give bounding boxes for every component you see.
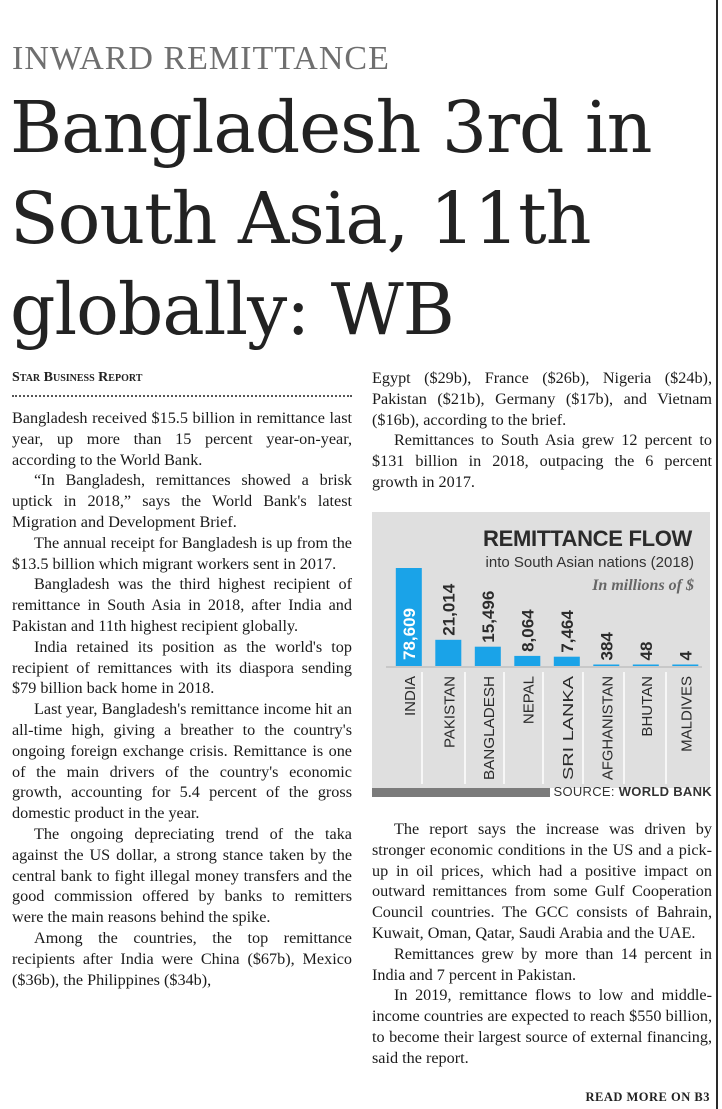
headline: Bangladesh 3rd in South Asia, 11th globally: WB xyxy=(10,86,652,351)
source-bar xyxy=(372,788,550,797)
category-label: MALDIVES xyxy=(678,676,696,752)
bar-value-label: 48 xyxy=(636,641,656,661)
paragraph: The annual receipt for Bangladesh is up from the $13.5 billion which migrant workers sent in 2017. xyxy=(12,533,352,573)
remittance-chart xyxy=(372,512,710,788)
bar-afghanistan xyxy=(593,665,619,667)
bar-bangladesh xyxy=(475,647,501,666)
paragraph: The report says the increase was driven by stronger economic conditions in the US and a pick-up in oil prices, which had a positive impact on outward remittances from some Gulf Cooperation Council countries. The GCC consists of Bahrain, Kuwait, Oman, Qatar, Saudi Arabia and the UAE. xyxy=(372,820,712,942)
paragraph: “In Bangladesh, remittances showed a brisk uptick in 2018,” says the World Bank's latest Migration and Development Brief. xyxy=(12,471,352,531)
right-border-rule xyxy=(716,0,718,1109)
chart-subtitle: into South Asian nations (2018) xyxy=(485,554,694,571)
bar-value-label: 78,609 xyxy=(399,608,419,660)
bar-value-label: 8,064 xyxy=(518,609,538,652)
bar-nepal xyxy=(514,656,540,666)
paragraph: Egypt ($29b), France ($26b), Nigeria ($24b), Pakistan ($21b), Germany ($17b), and Vietnam ($16b), according to the brief. xyxy=(372,369,712,429)
category-label: AFGHANISTAN xyxy=(599,674,617,780)
chart-title: REMITTANCE FLOW xyxy=(483,526,692,551)
chart-plot xyxy=(372,512,710,788)
bar-pakistan xyxy=(435,640,461,666)
read-more-link[interactable]: READ MORE ON B3 xyxy=(585,1090,710,1104)
chart-unit-label: In millions of $ xyxy=(592,577,694,594)
paragraph: Bangladesh was the third highest recipient of remittance in South Asia in 2018, after India and Pakistan and 11th highest recipient globally. xyxy=(12,575,352,635)
paragraph: India retained its position as the world's top recipient of remittances with its diaspora sending $79 billion back home in 2018. xyxy=(12,637,352,698)
paragraph: Remittances grew by more than 14 percent in India and 7 percent in Pakistan. xyxy=(372,944,712,984)
section-kicker: INWARD REMITTANCE xyxy=(12,40,390,77)
right-column-bottom xyxy=(372,819,712,1069)
paragraph: Last year, Bangladesh's remittance income hit an all-time high, giving a breather to the country's ongoing foreign exchange crisis. Remittance is one of the main drivers of the country's economic growth, accounting for 5.4 percent of the gross domestic product in the year. xyxy=(12,700,352,823)
category-label: PAKISTAN xyxy=(441,676,459,748)
paragraph: Bangladesh received $15.5 billion in remittance last year, up more than 15 percent year-on-year, according to the World Bank. xyxy=(12,409,352,469)
right-column-top xyxy=(372,368,712,493)
paragraph: The ongoing depreciating trend of the taka against the US dollar, a strong stance taken by the central bank to fight illegal money transfers and the good commission offered by banks to remitters were the main reasons behind the spike. xyxy=(12,824,352,927)
category-label: NEPAL xyxy=(520,676,538,725)
paragraph: Among the countries, the top remittance recipients after India were China ($67b), Mexico ($36b), the Philippines ($34b), xyxy=(12,928,352,989)
category-label: INDIA xyxy=(401,676,419,717)
paragraph: Remittances to South Asia grew 12 percent to $131 billion in 2018, outpacing the 6 percent growth in 2017. xyxy=(372,431,712,491)
source-name: WORLD BANK xyxy=(618,784,712,799)
bar-sri-lanka xyxy=(554,657,580,666)
bar-value-label: 384 xyxy=(597,632,617,661)
bar-bhutan xyxy=(633,665,659,667)
bar-value-label: 4 xyxy=(676,651,696,661)
bar-maldives xyxy=(672,665,698,667)
category-label: BANGLADESH xyxy=(480,677,498,780)
category-label: SRI LANKA xyxy=(559,701,577,780)
source-label: SOURCE: xyxy=(553,784,615,799)
category-label: BHUTAN xyxy=(638,676,656,737)
left-column xyxy=(12,408,352,990)
dotted-divider xyxy=(12,395,352,397)
byline: Star Business Report xyxy=(12,370,143,385)
bar-value-label: 21,014 xyxy=(439,583,459,636)
bar-value-label: 7,464 xyxy=(557,610,577,653)
paragraph: In 2019, remittance flows to low and middle-income countries are expected to reach $550 billion, to become their largest source of external financing, said the report. xyxy=(372,986,712,1067)
bar-value-label: 15,496 xyxy=(478,590,498,643)
chart-source xyxy=(552,784,712,799)
